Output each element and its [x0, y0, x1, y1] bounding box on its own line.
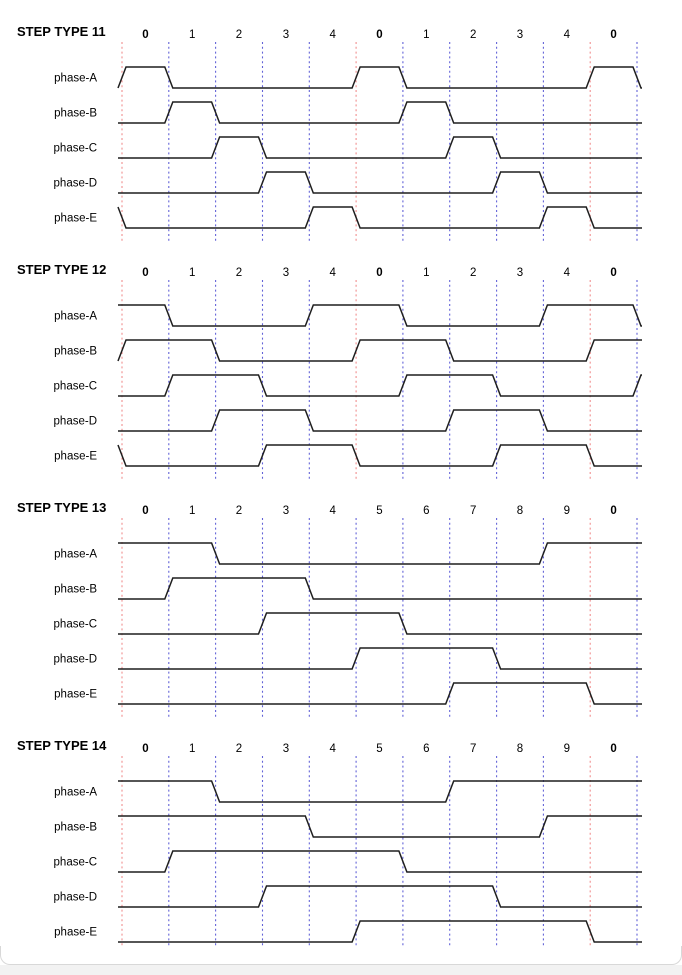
step-number: 5	[376, 505, 383, 517]
step-number: 5	[376, 743, 383, 755]
waveform-phase-E	[118, 683, 642, 704]
step-number: 1	[188, 267, 196, 279]
step-type-section-1	[0, 0, 682, 250]
step-number: 0	[142, 267, 149, 279]
phase-label: phase-E	[54, 450, 97, 463]
page-background-strip	[0, 965, 682, 975]
phase-label: phase-A	[54, 786, 97, 799]
step-number: 4	[329, 267, 336, 279]
waveform-phase-D	[118, 172, 642, 193]
waveform-phase-A	[118, 305, 642, 326]
phase-label: phase-A	[54, 72, 97, 85]
phase-label: phase-A	[54, 548, 97, 561]
phase-label: phase-A	[54, 310, 97, 323]
step-number: 2	[235, 505, 243, 517]
timing-diagram-svg	[0, 714, 682, 964]
waveform-phase-E	[118, 207, 642, 228]
phase-label: phase-D	[53, 653, 97, 666]
waveform-phase-D	[118, 410, 642, 431]
step-type-section-3	[0, 476, 682, 726]
waveform-phase-D	[118, 886, 642, 907]
step-number: 6	[423, 743, 430, 755]
step-number: 0	[610, 29, 617, 41]
waveform-phase-C	[118, 851, 642, 872]
step-number: 0	[142, 29, 149, 41]
step-number: 4	[329, 505, 336, 517]
step-number: 3	[516, 267, 524, 279]
step-number: 3	[516, 29, 524, 41]
step-number: 0	[142, 505, 149, 517]
phase-label: phase-E	[54, 926, 97, 939]
phase-label: phase-C	[53, 618, 97, 631]
waveform-phase-B	[118, 340, 642, 361]
step-number: 2	[469, 267, 477, 279]
step-number: 9	[563, 743, 571, 755]
phase-label: phase-C	[53, 380, 97, 393]
step-number: 0	[376, 267, 383, 279]
waveform-phase-C	[118, 613, 642, 634]
step-number: 0	[610, 505, 617, 517]
step-number: 8	[516, 743, 524, 755]
waveform-phase-A	[118, 67, 642, 88]
waveform-phase-C	[118, 137, 642, 158]
step-number: 2	[235, 743, 243, 755]
phase-label: phase-B	[54, 583, 97, 596]
step-number: 2	[235, 29, 243, 41]
step-number: 1	[423, 267, 430, 279]
phase-label: phase-C	[53, 142, 97, 155]
section-title: STEP TYPE 11	[17, 24, 106, 39]
step-number: 9	[563, 505, 571, 517]
step-number: 2	[235, 267, 243, 279]
waveform-phase-E	[118, 445, 642, 466]
step-number: 2	[469, 29, 477, 41]
step-number: 1	[188, 29, 196, 41]
waveform-phase-B	[118, 816, 642, 837]
step-number: 3	[282, 29, 290, 41]
step-number: 8	[516, 505, 524, 517]
phase-label: phase-D	[53, 891, 97, 904]
section-title: STEP TYPE 14	[17, 738, 107, 753]
timing-diagram-svg	[0, 0, 682, 250]
page-card-bottom-edge	[0, 946, 682, 965]
phase-label: phase-B	[54, 107, 97, 120]
phase-label: phase-C	[53, 856, 97, 869]
step-type-section-4	[0, 714, 682, 964]
step-number: 1	[188, 505, 196, 517]
step-number: 7	[469, 743, 477, 755]
step-number: 0	[376, 29, 383, 41]
step-number: 0	[610, 743, 617, 755]
waveform-phase-B	[118, 578, 642, 599]
step-number: 3	[282, 743, 290, 755]
step-number: 1	[423, 29, 430, 41]
step-number: 3	[282, 267, 290, 279]
waveform-phase-A	[118, 781, 642, 802]
step-number: 0	[610, 267, 617, 279]
section-title: STEP TYPE 13	[17, 500, 107, 515]
waveform-phase-B	[118, 102, 642, 123]
step-number: 0	[142, 743, 149, 755]
phase-label: phase-E	[54, 688, 97, 701]
waveform-phase-A	[118, 543, 642, 564]
step-number: 4	[329, 743, 336, 755]
waveform-phase-D	[118, 648, 642, 669]
phase-label: phase-D	[53, 415, 97, 428]
timing-diagram-svg	[0, 476, 682, 726]
step-type-section-2	[0, 238, 682, 488]
step-number: 3	[282, 505, 290, 517]
waveform-phase-C	[118, 375, 642, 396]
step-number: 7	[469, 505, 477, 517]
step-number: 6	[423, 505, 430, 517]
phase-label: phase-B	[54, 345, 97, 358]
phase-label: phase-D	[53, 177, 97, 190]
timing-diagram-svg	[0, 238, 682, 488]
step-number: 4	[329, 29, 336, 41]
step-number: 1	[188, 743, 196, 755]
phase-label: phase-E	[54, 212, 97, 225]
section-title: STEP TYPE 12	[17, 262, 107, 277]
step-number: 4	[563, 267, 571, 279]
waveform-phase-E	[118, 921, 642, 942]
phase-label: phase-B	[54, 821, 97, 834]
step-number: 4	[563, 29, 571, 41]
